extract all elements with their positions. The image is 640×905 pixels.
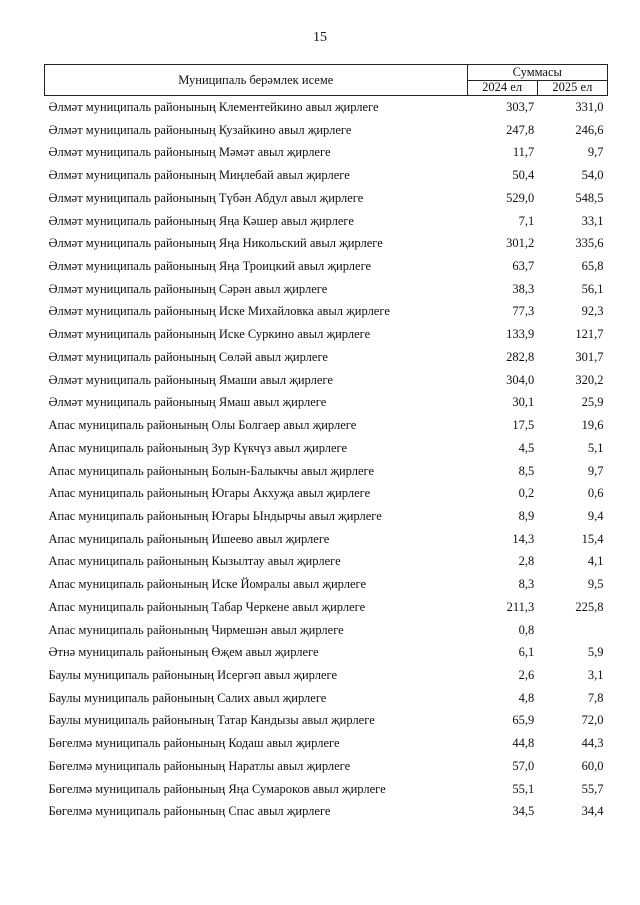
municipality-name-cell: Әтнә муниципаль районының Өҗем авыл җирлеге <box>48 645 319 660</box>
municipality-name-cell: Апас муниципаль районының Олы Болгаер авыл җирлеге <box>48 418 357 433</box>
value-2024-cell: 2,8 <box>518 554 535 569</box>
municipality-name-cell: Баулы муниципаль районының Салих авыл җирлеге <box>48 690 327 705</box>
value-2025-cell: 60,0 <box>581 758 604 773</box>
municipality-name-cell: Әлмәт муниципаль районының Иске Михайловка авыл җирлеге <box>48 304 390 319</box>
value-2025-cell: 34,4 <box>581 804 604 819</box>
value-2024-cell: 14,3 <box>512 531 535 546</box>
table-row <box>45 232 608 255</box>
municipality-name-cell: Баулы муниципаль районының Татар Кандызы авыл җирлеге <box>48 713 375 728</box>
value-2025-cell: 7,8 <box>587 690 604 705</box>
value-2025-cell: 548,5 <box>575 190 604 205</box>
value-2024-cell: 6,1 <box>518 645 535 660</box>
table-body <box>45 96 608 824</box>
municipality-name-cell: Апас муниципаль районының Ишеево авыл җирлеге <box>48 531 330 546</box>
table-row <box>45 119 608 142</box>
table-row <box>45 482 608 505</box>
value-2025-cell: 246,6 <box>575 122 604 137</box>
table-row <box>45 732 608 755</box>
municipality-name-cell: Апас муниципаль районының Югары Акхуҗа авыл җирлеге <box>48 486 371 501</box>
table-row <box>45 778 608 801</box>
municipality-name-cell: Баулы муниципаль районының Исергәп авыл җирлеге <box>48 667 338 682</box>
table-row <box>45 369 608 392</box>
municipality-name-cell: Бөгелмә муниципаль районының Спас авыл җирлеге <box>48 804 331 819</box>
table-row <box>45 573 608 596</box>
value-2024-cell: 2,6 <box>518 667 535 682</box>
value-2024-cell: 63,7 <box>512 259 535 274</box>
value-2025-cell: 121,7 <box>575 327 604 342</box>
sum-header: Суммасы <box>467 65 608 81</box>
value-2024-cell: 7,1 <box>518 213 535 228</box>
value-2025-cell: 5,9 <box>587 645 604 660</box>
value-2024-cell: 0,8 <box>518 622 535 637</box>
value-2024-cell: 0,2 <box>518 486 535 501</box>
table-row <box>45 164 608 187</box>
table-row <box>45 391 608 414</box>
municipality-name-cell: Әлмәт муниципаль районының Яңа Кәшер авыл җирлеге <box>48 213 354 228</box>
table-row <box>45 709 608 732</box>
value-2025-cell: 72,0 <box>581 713 604 728</box>
table-row <box>45 641 608 664</box>
value-2024-cell: 11,7 <box>512 145 535 160</box>
value-2024-cell: 50,4 <box>512 168 535 183</box>
table-row <box>45 414 608 437</box>
municipality-name-cell: Әлмәт муниципаль районының Иске Суркино авыл җирлеге <box>48 327 371 342</box>
municipality-name-cell: Апас муниципаль районының Табар Черкене авыл җирлеге <box>48 599 366 614</box>
table-row <box>45 550 608 573</box>
value-2024-cell: 55,1 <box>512 781 535 796</box>
municipality-name-cell: Әлмәт муниципаль районының Миңлебай авыл җирлеге <box>48 168 350 183</box>
value-2025-cell: 225,8 <box>575 599 604 614</box>
value-2024-cell: 8,3 <box>518 577 535 592</box>
municipality-name-cell: Әлмәт муниципаль районының Ямаш авыл җирлеге <box>48 395 327 410</box>
value-2024-cell: 65,9 <box>512 713 535 728</box>
municipality-name-cell: Әлмәт муниципаль районының Мәмәт авыл җирлеге <box>48 145 331 160</box>
value-2025-cell: 65,8 <box>581 259 604 274</box>
value-2025-cell: 33,1 <box>581 213 604 228</box>
municipality-name-cell: Апас муниципаль районының Кызылтау авыл җирлеге <box>48 554 341 569</box>
table-row <box>45 187 608 210</box>
value-2024-cell: 30,1 <box>512 395 535 410</box>
value-2025-cell: 54,0 <box>581 168 604 183</box>
year-2025-header: 2025 ел <box>537 80 607 96</box>
page-number: 15 <box>313 30 327 45</box>
municipality-name-cell: Әлмәт муниципаль районының Клементейкино авыл җирлеге <box>48 100 379 114</box>
value-2024-cell: 17,5 <box>512 418 535 433</box>
value-2024-cell: 529,0 <box>506 190 535 205</box>
value-2025-cell: 331,0 <box>575 100 604 114</box>
municipality-name-cell: Әлмәт муниципаль районының Сөләй авыл җирлеге <box>48 349 328 364</box>
value-2025-cell: 92,3 <box>581 304 604 319</box>
value-2025-cell: 301,7 <box>575 349 604 364</box>
table-row <box>45 755 608 778</box>
value-2025-cell: 0,6 <box>587 486 604 501</box>
table-row <box>45 687 608 710</box>
table-row <box>45 800 608 823</box>
municipality-name-cell: Әлмәт муниципаль районының Ямаши авыл җирлеге <box>48 372 333 387</box>
municipality-name-cell: Апас муниципаль районының Иске Йомралы авыл җирлеге <box>48 577 367 592</box>
value-2025-cell: 5,1 <box>587 440 604 455</box>
municipality-name-cell: Бөгелмә муниципаль районының Яңа Сумароков авыл җирлеге <box>48 781 386 796</box>
municipality-name-header: Муниципаль берәмлек исеме <box>45 65 468 96</box>
table-row <box>45 346 608 369</box>
table-row <box>45 528 608 551</box>
municipality-name-cell: Әлмәт муниципаль районының Сәрән авыл җирлеге <box>48 281 328 296</box>
value-2025-cell: 4,1 <box>587 554 604 569</box>
table-row <box>45 596 608 619</box>
table-row <box>45 300 608 323</box>
value-2024-cell: 8,5 <box>518 463 535 478</box>
value-2024-cell: 4,5 <box>518 440 535 455</box>
municipality-name-cell: Әлмәт муниципаль районының Түбән Абдул авыл җирлеге <box>48 190 364 205</box>
value-2025-cell: 15,4 <box>581 531 604 546</box>
value-2025-cell: 3,1 <box>587 667 604 682</box>
value-2024-cell: 77,3 <box>512 304 535 319</box>
municipality-name-cell: Апас муниципаль районының Югары Ындырчы авыл җирлеге <box>48 508 382 523</box>
value-2025-cell: 320,2 <box>575 372 604 387</box>
value-2025-cell: 9,5 <box>587 577 604 592</box>
value-2024-cell: 44,8 <box>512 736 535 751</box>
value-2024-cell: 133,9 <box>506 327 535 342</box>
value-2025-cell <box>537 619 607 642</box>
value-2024-cell: 4,8 <box>518 690 535 705</box>
municipality-name-cell: Бөгелмә муниципаль районының Наратлы авыл җирлеге <box>48 758 351 773</box>
table-row <box>45 505 608 528</box>
table-row <box>45 460 608 483</box>
value-2025-cell: 19,6 <box>581 418 604 433</box>
value-2024-cell: 211,3 <box>506 599 535 614</box>
value-2024-cell: 304,0 <box>506 372 535 387</box>
value-2024-cell: 57,0 <box>512 758 535 773</box>
table-header <box>45 65 608 96</box>
table-row <box>45 255 608 278</box>
municipality-name-cell: Апас муниципаль районының Болын-Балыкчы авыл җирлеге <box>48 463 375 478</box>
municipality-name-cell: Әлмәт муниципаль районының Яңа Никольский авыл җирлеге <box>48 236 383 251</box>
value-2025-cell: 9,7 <box>587 463 604 478</box>
value-2025-cell: 55,7 <box>581 781 604 796</box>
value-2024-cell: 301,2 <box>506 236 535 251</box>
municipality-name-cell: Әлмәт муниципаль районының Яңа Троицкий авыл җирлеге <box>48 259 372 274</box>
budget-table <box>44 64 608 823</box>
value-2024-cell: 34,5 <box>512 804 535 819</box>
table-row <box>45 619 608 642</box>
municipality-name-cell: Әлмәт муниципаль районының Кузайкино авыл җирлеге <box>48 122 352 137</box>
value-2024-cell: 247,8 <box>506 122 535 137</box>
table-row <box>45 96 608 119</box>
value-2025-cell: 9,7 <box>587 145 604 160</box>
value-2024-cell: 38,3 <box>512 281 535 296</box>
value-2024-cell: 8,9 <box>518 508 535 523</box>
municipality-name-cell: Апас муниципаль районының Чирмешән авыл җирлеге <box>48 622 344 637</box>
table-row <box>45 141 608 164</box>
value-2025-cell: 25,9 <box>581 395 604 410</box>
value-2025-cell: 44,3 <box>581 736 604 751</box>
municipality-name-cell: Бөгелмә муниципаль районының Кодаш авыл җирлеге <box>48 736 340 751</box>
value-2025-cell: 335,6 <box>575 236 604 251</box>
municipality-name-cell: Апас муниципаль районының Зур Күкчүз авыл җирлеге <box>48 440 348 455</box>
value-2025-cell: 56,1 <box>581 281 604 296</box>
table-row <box>45 323 608 346</box>
value-2024-cell: 282,8 <box>506 349 535 364</box>
year-2024-header: 2024 ел <box>467 80 537 96</box>
table-row <box>45 664 608 687</box>
table-row <box>45 278 608 301</box>
table-row <box>45 437 608 460</box>
value-2024-cell: 303,7 <box>506 100 535 114</box>
table-row <box>45 210 608 233</box>
value-2025-cell: 9,4 <box>587 508 604 523</box>
